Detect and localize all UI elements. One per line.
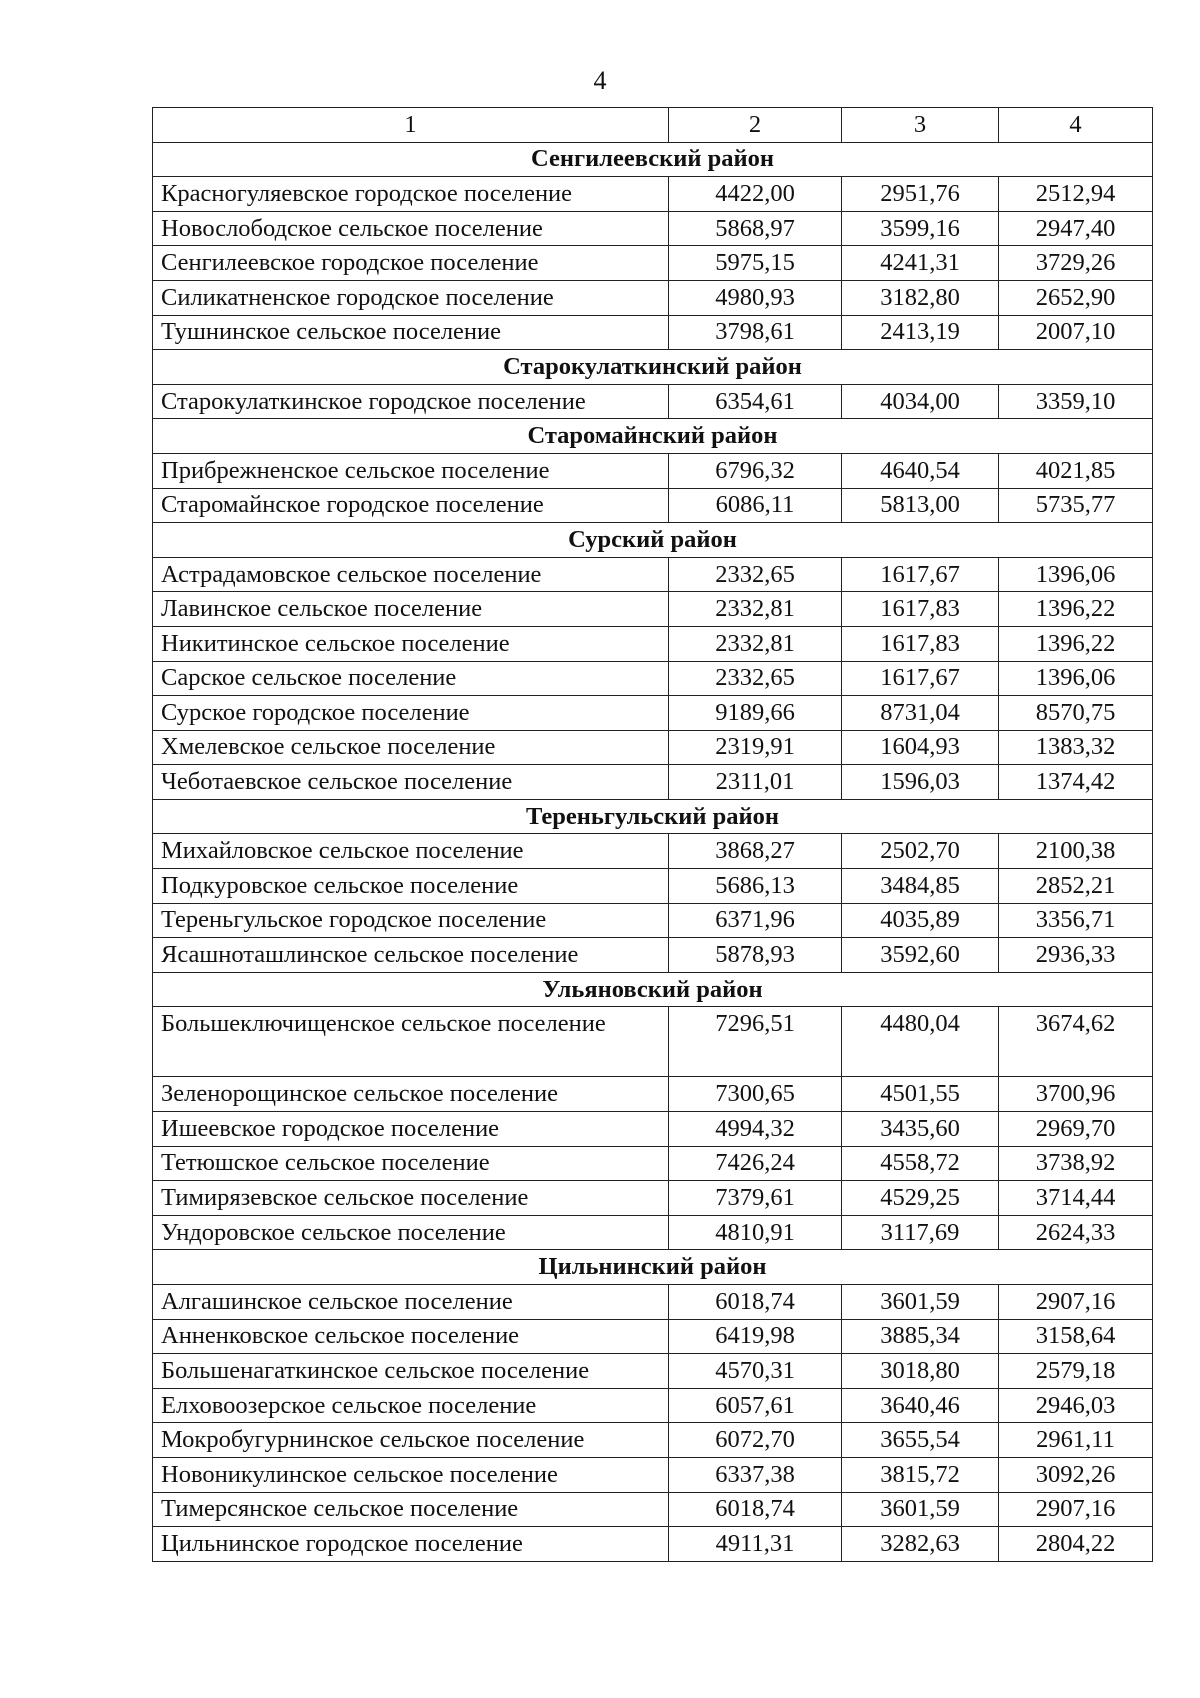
settlement-name: Прибрежненское сельское поселение [153,453,669,488]
value-col-3: 4035,89 [842,903,999,938]
district-name: Сенгилеевский район [153,142,1153,177]
value-col-2: 6086,11 [669,488,842,523]
settlement-name: Новоникулинское сельское поселение [153,1457,669,1492]
value-col-2: 7379,61 [669,1181,842,1216]
value-col-3: 3599,16 [842,211,999,246]
value-col-4: 3738,92 [999,1146,1153,1181]
value-col-2: 2311,01 [669,765,842,800]
settlement-name: Зеленорощинское сельское поселение [153,1077,669,1112]
value-col-3: 4558,72 [842,1146,999,1181]
settlement-name: Лавинское сельское поселение [153,592,669,627]
value-col-4: 2936,33 [999,938,1153,973]
value-col-4: 1383,32 [999,730,1153,765]
value-col-4: 2804,22 [999,1527,1153,1562]
value-col-4: 1396,22 [999,592,1153,627]
value-col-4: 3356,71 [999,903,1153,938]
value-col-4: 2007,10 [999,315,1153,350]
table-row [153,557,1153,592]
value-col-4: 2946,03 [999,1388,1153,1423]
value-col-4: 3092,26 [999,1457,1153,1492]
value-col-2: 4422,00 [669,177,842,212]
value-col-3: 2502,70 [842,834,999,869]
table-row [153,1354,1153,1389]
settlement-name: Ишеевское городское поселение [153,1112,669,1147]
table-row [153,661,1153,696]
settlement-name: Большеключищенское сельское поселение [153,1007,669,1077]
settlement-name: Тимерсянское сельское поселение [153,1492,669,1527]
table-row [153,592,1153,627]
settlement-name: Хмелевское сельское поселение [153,730,669,765]
value-col-4: 5735,77 [999,488,1153,523]
value-col-2: 5686,13 [669,869,842,904]
settlement-name: Тетюшское сельское поселение [153,1146,669,1181]
table-row [153,1457,1153,1492]
district-header-row [153,523,1153,558]
value-col-2: 6072,70 [669,1423,842,1458]
value-col-2: 4570,31 [669,1354,842,1389]
district-header-row [153,350,1153,385]
district-name: Старокулаткинский район [153,350,1153,385]
table-row [153,626,1153,661]
value-col-4: 3700,96 [999,1077,1153,1112]
value-col-3: 4501,55 [842,1077,999,1112]
settlement-name: Новослободское сельское поселение [153,211,669,246]
value-col-3: 3182,80 [842,280,999,315]
district-name: Ульяновский район [153,972,1153,1007]
value-col-4: 3714,44 [999,1181,1153,1216]
district-header-row [153,1250,1153,1285]
value-col-3: 1604,93 [842,730,999,765]
value-col-3: 8731,04 [842,696,999,731]
value-col-3: 1617,83 [842,626,999,661]
value-col-4: 2652,90 [999,280,1153,315]
settlement-name: Сурское городское поселение [153,696,669,731]
value-col-4: 8570,75 [999,696,1153,731]
value-col-4: 3359,10 [999,384,1153,419]
value-col-2: 6796,32 [669,453,842,488]
value-col-2: 6057,61 [669,1388,842,1423]
settlement-name: Подкуровское сельское поселение [153,869,669,904]
value-col-4: 2852,21 [999,869,1153,904]
value-col-2: 4810,91 [669,1215,842,1250]
value-col-2: 6354,61 [669,384,842,419]
settlement-name: Тимирязевское сельское поселение [153,1181,669,1216]
value-col-4: 4021,85 [999,453,1153,488]
settlement-name: Елховоозерское сельское поселение [153,1388,669,1423]
value-col-4: 2907,16 [999,1285,1153,1320]
table-row [153,903,1153,938]
value-col-3: 4640,54 [842,453,999,488]
column-number-row [153,108,1153,143]
table-row [153,1388,1153,1423]
value-col-4: 1396,06 [999,557,1153,592]
table-row [153,765,1153,800]
table-row [153,1423,1153,1458]
value-col-3: 3601,59 [842,1492,999,1527]
value-col-3: 4241,31 [842,246,999,281]
value-col-3: 3601,59 [842,1285,999,1320]
column-number: 3 [842,108,999,143]
value-col-3: 3435,60 [842,1112,999,1147]
settlement-name: Тереньгульское городское поселение [153,903,669,938]
table-row [153,453,1153,488]
value-col-2: 6018,74 [669,1492,842,1527]
settlement-name: Силикатненское городское поселение [153,280,669,315]
table-row [153,488,1153,523]
table-row [153,246,1153,281]
value-col-2: 6337,38 [669,1457,842,1492]
value-col-3: 3655,54 [842,1423,999,1458]
value-col-3: 3640,46 [842,1388,999,1423]
value-col-3: 4034,00 [842,384,999,419]
column-number: 2 [669,108,842,143]
table-row [153,315,1153,350]
value-col-4: 2579,18 [999,1354,1153,1389]
value-col-2: 6419,98 [669,1319,842,1354]
table-row [153,1112,1153,1147]
value-col-4: 2907,16 [999,1492,1153,1527]
table-row [153,1527,1153,1562]
value-col-3: 3885,34 [842,1319,999,1354]
table-row [153,1146,1153,1181]
value-col-4: 1374,42 [999,765,1153,800]
table-row [153,1285,1153,1320]
value-col-2: 2332,81 [669,626,842,661]
table-row [153,384,1153,419]
settlement-name: Михайловское сельское поселение [153,834,669,869]
value-col-3: 2413,19 [842,315,999,350]
value-col-3: 1617,83 [842,592,999,627]
value-col-3: 4480,04 [842,1007,999,1077]
value-col-4: 2624,33 [999,1215,1153,1250]
value-col-4: 2512,94 [999,177,1153,212]
value-col-3: 1617,67 [842,557,999,592]
district-header-row [153,972,1153,1007]
value-col-2: 3868,27 [669,834,842,869]
value-col-3: 3117,69 [842,1215,999,1250]
table-row [153,1077,1153,1112]
district-header-row [153,799,1153,834]
settlement-name: Большенагаткинское сельское поселение [153,1354,669,1389]
value-col-3: 3282,63 [842,1527,999,1562]
settlement-name: Старокулаткинское городское поселение [153,384,669,419]
value-col-2: 5878,93 [669,938,842,973]
value-col-2: 6371,96 [669,903,842,938]
value-col-2: 2332,65 [669,557,842,592]
value-col-3: 3815,72 [842,1457,999,1492]
settlement-name: Красногуляевское городское поселение [153,177,669,212]
page-number: 4 [593,66,607,95]
district-header-row [153,142,1153,177]
value-col-3: 3018,80 [842,1354,999,1389]
table-row [153,211,1153,246]
settlement-name: Сарское сельское поселение [153,661,669,696]
value-col-4: 2100,38 [999,834,1153,869]
table-row [153,1007,1153,1077]
value-col-3: 1617,67 [842,661,999,696]
table-row [153,869,1153,904]
value-col-3: 3484,85 [842,869,999,904]
column-number: 1 [153,108,669,143]
value-col-2: 2332,81 [669,592,842,627]
settlement-name: Старомайнское городское поселение [153,488,669,523]
settlement-name: Никитинское сельское поселение [153,626,669,661]
value-col-2: 7426,24 [669,1146,842,1181]
district-name: Цильнинский район [153,1250,1153,1285]
settlement-name: Сенгилеевское городское поселение [153,246,669,281]
value-col-4: 2969,70 [999,1112,1153,1147]
settlement-name: Ундоровское сельское поселение [153,1215,669,1250]
district-name: Старомайнский район [153,419,1153,454]
table-row [153,280,1153,315]
table-row [153,938,1153,973]
value-col-2: 4980,93 [669,280,842,315]
value-col-2: 4994,32 [669,1112,842,1147]
value-col-4: 3729,26 [999,246,1153,281]
data-table [152,107,1153,1562]
settlement-name: Чеботаевское сельское поселение [153,765,669,800]
settlement-name: Алгашинское сельское поселение [153,1285,669,1320]
value-col-2: 9189,66 [669,696,842,731]
value-col-2: 2332,65 [669,661,842,696]
value-col-2: 3798,61 [669,315,842,350]
value-col-4: 1396,22 [999,626,1153,661]
table-row [153,1319,1153,1354]
value-col-2: 4911,31 [669,1527,842,1562]
value-col-3: 3592,60 [842,938,999,973]
settlement-name: Тушнинское сельское поселение [153,315,669,350]
table-row [153,1492,1153,1527]
settlement-name: Мокробугурнинское сельское поселение [153,1423,669,1458]
value-col-3: 5813,00 [842,488,999,523]
value-col-4: 3158,64 [999,1319,1153,1354]
settlement-name: Цильнинское городское поселение [153,1527,669,1562]
table-body [153,108,1153,1562]
value-col-4: 2961,11 [999,1423,1153,1458]
table-row [153,696,1153,731]
table-row [153,730,1153,765]
settlement-name: Ясашноташлинское сельское поселение [153,938,669,973]
value-col-4: 3674,62 [999,1007,1153,1077]
table-row [153,1181,1153,1216]
value-col-4: 2947,40 [999,211,1153,246]
settlement-name: Анненковское сельское поселение [153,1319,669,1354]
table-row [153,177,1153,212]
table-row [153,1215,1153,1250]
value-col-2: 6018,74 [669,1285,842,1320]
value-col-3: 1596,03 [842,765,999,800]
district-header-row [153,419,1153,454]
value-col-2: 7296,51 [669,1007,842,1077]
value-col-3: 2951,76 [842,177,999,212]
value-col-3: 4529,25 [842,1181,999,1216]
column-number: 4 [999,108,1153,143]
value-col-2: 5975,15 [669,246,842,281]
district-name: Тереньгульский район [153,799,1153,834]
district-name: Сурский район [153,523,1153,558]
value-col-2: 2319,91 [669,730,842,765]
settlement-name: Астрадамовское сельское поселение [153,557,669,592]
value-col-2: 7300,65 [669,1077,842,1112]
table-row [153,834,1153,869]
value-col-4: 1396,06 [999,661,1153,696]
value-col-2: 5868,97 [669,211,842,246]
